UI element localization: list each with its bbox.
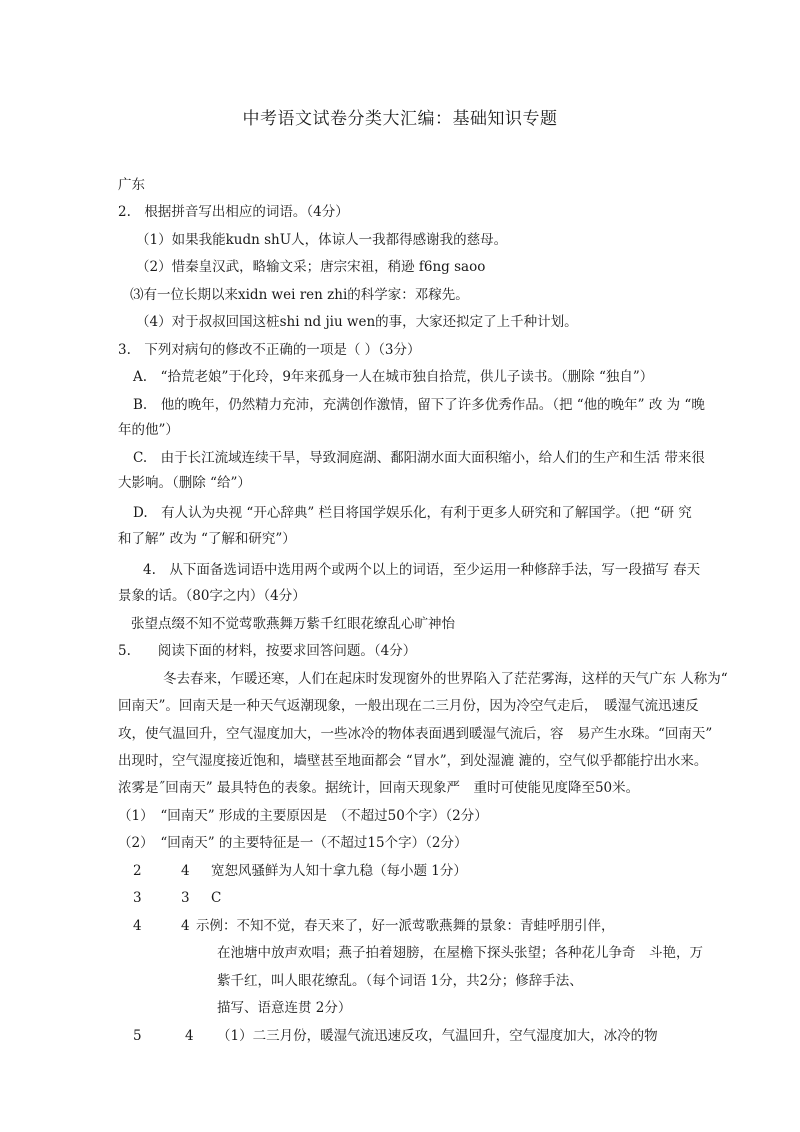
- answer-continuation: 紫千红，叫人眼花缭乱。（每个词语 1分，共2分；修辞手法、: [217, 973, 583, 989]
- region-label: 广东: [118, 177, 145, 193]
- question-2-item-3: ⑶有一位长期以来xidn wei ren zhi的科学家：邓稼先。: [130, 287, 469, 303]
- question-3: 3. 下列对病句的修改不正确的一项是（ ）（3分）: [118, 342, 421, 358]
- question-3-option-c-cont: 大影响。（删除 “给”）: [118, 475, 251, 491]
- question-4-word-list: 张望点缀不知不觉莺歌燕舞万紫千红眼花缭乱心旷神怡: [131, 616, 455, 632]
- question-5: 5. 阅读下面的材料，按要求回答问题。（4分）: [118, 643, 417, 659]
- question-2-item-4: （4）对于叔叔回国这桩shi nd jiu wen的事，大家还拟定了上千种计划。: [136, 314, 578, 330]
- passage-line: 出现时，空气湿度接近饱和，墙壁甚至地面都会 “冒水”，到处湿漉 漉的，空气似乎都能拧出水来。: [118, 753, 708, 769]
- question-3-option-d: D. 有人认为央视 “开心辞典” 栏目将国学娱乐化，有利于更多人研究和了解国学。（把 “研 究: [133, 505, 692, 521]
- question-3-option-b-cont: 年的他”）: [118, 422, 179, 438]
- passage-line: 冬去春来，乍暖还寒，人们在起床时发现窗外的世界陷入了茫茫雾海，这样的天气广东 人称为“: [163, 671, 728, 687]
- question-2-item-2: （2）惜秦皇汉武，略输文采；唐宗宋祖，稍逊 f6ng saoo: [136, 259, 486, 275]
- sub-question-1: （1） “回南天” 形成的主要原因是 （不超过50个字）（2分）: [118, 808, 488, 824]
- sub-question-2: （2） “回南天” 的主要特征是一（不超过15个字）（2分）: [118, 835, 468, 851]
- question-3-option-a: A. “拾荒老娘”于化玲，9年来孤身一人在城市独自拾荒，供儿子读书。（删除 “独自”）: [133, 369, 654, 385]
- passage-line: 攻，使气温回升，空气湿度加大，一些冰冷的物体表面遇到暖湿气流后，容 易产生水珠。“回南天”: [118, 726, 713, 742]
- answer-continuation: 描写、语意连贯 2分）: [217, 1000, 352, 1016]
- question-3-option-c: C. 由于长江流域连续干旱，导致洞庭湖、鄱阳湖水面大面积缩小，给人们的生产和生活 带来很: [133, 450, 705, 466]
- page-title: 中考语文试卷分类大汇编：基础知识专题: [242, 109, 558, 129]
- question-4-cont: 景象的话。（80字之内）（4分）: [118, 588, 306, 604]
- answer-continuation: 在池塘中放声欢唱；燕子拍着翅膀，在屋檐下探头张望；各种花儿争奇 斗艳，万: [217, 945, 703, 961]
- question-2: 2. 根据拼音写出相应的词语。（4分）: [118, 204, 349, 220]
- question-3-option-d-cont: 和了解” 改为 “了解和研究”）: [118, 531, 296, 547]
- question-2-item-1: （1）如果我能kudn shU人，体谅人一我都得感谢我的慈母。: [136, 232, 508, 248]
- passage-line: 回南天”。回南天是一种天气返潮现象，一般出现在二三月份，因为冷空气走后， 暖湿气流迅速反: [118, 698, 699, 714]
- passage-line: 浓雾是˝回南天” 最具特色的表象。据统计，回南天现象严 重时可使能见度降至50米。: [118, 780, 640, 796]
- question-4: 4. 从下面备选词语中选用两个或两个以上的词语，至少运用一种修辞手法，写一段描写 春天: [143, 562, 701, 578]
- question-3-option-b: B. 他的晚年，仍然精力充沛，充满创作激情，留下了许多优秀作品。（把 “他的晚年” 改 为 “晚: [133, 397, 705, 413]
